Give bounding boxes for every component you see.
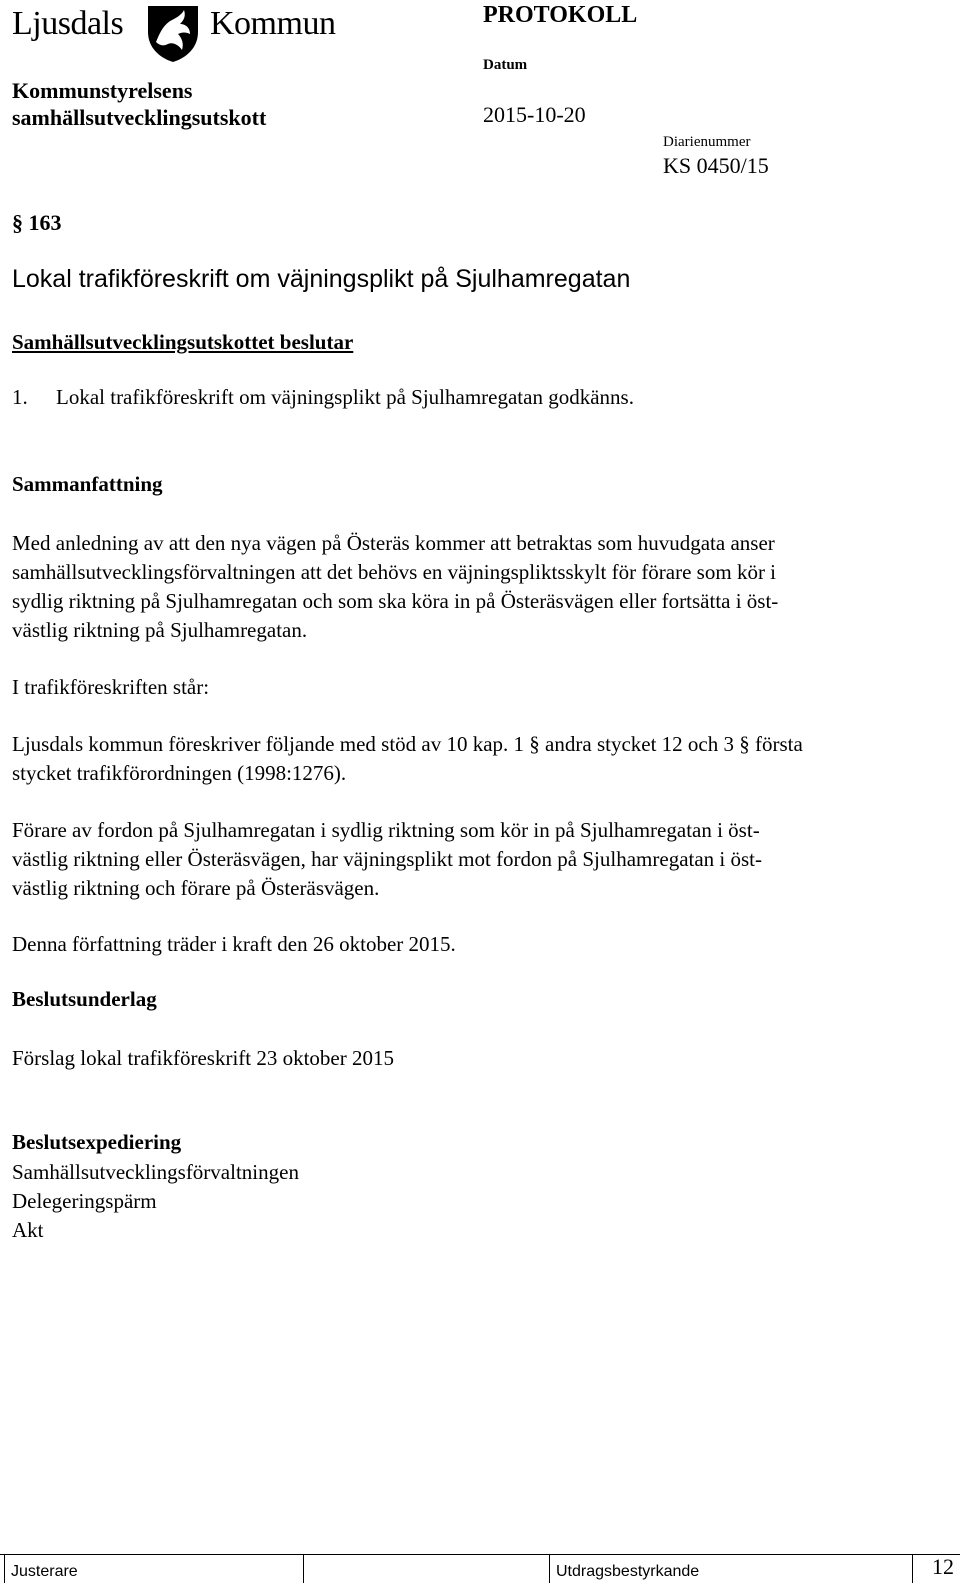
logo-word-left: Ljusdals [12,5,124,42]
coat-of-arms-icon [142,2,204,64]
date-label: Datum [483,57,528,73]
decision-heading: Samhällsutvecklingsutskottet beslutar [12,330,354,354]
summary-heading: Sammanfattning [12,472,163,496]
effective-date-paragraph: Denna författning träder i kraft den 26 oktober 2015. [12,932,456,956]
registration-label: Diarienummer [663,134,751,150]
certification-label: Utdragsbestyrkande [556,1563,700,1580]
adjuster-box [4,1555,304,1583]
document-type: PROTOKOLL [483,2,638,28]
decision-number: 1. [12,385,28,409]
organization-line-2: samhällsutvecklingsutskott [12,105,267,130]
list-item: Delegeringspärm [12,1189,157,1213]
decision-text: Lokal trafikföreskrift om väjningsplikt på Sjulhamregatan godkänns. [56,385,634,409]
summary-paragraph-1: Med anledning av att den nya vägen på Österäs kommer att betraktas som huvudgata anser samhällsutvecklingsförvaltningen att det behövs en väjningspliktsskylt för förare som kör i sydlig riktning på Sjulhamregatan och som ska köra in på Österäsvägen eller fortsätta i öst- västlig riktning på Sjulhamregatan. [12,531,779,642]
date-value: 2015-10-20 [483,102,586,127]
page-title: Lokal trafikföreskrift om väjningsplikt på Sjulhamregatan [12,265,631,293]
list-item: Akt [12,1218,44,1242]
municipality-logo [12,2,336,46]
paragraph-number: § 163 [12,210,62,235]
distribution-heading: Beslutsexpediering [12,1130,182,1154]
adjuster-label: Justerare [11,1563,78,1580]
regulation-paragraph-1: Ljusdals kommun föreskriver följande med stöd av 10 kap. 1 § andra stycket 12 och 3 § första stycket trafikförordningen (1998:1276). [12,732,803,785]
organization-line-1: Kommunstyrelsens [12,78,193,103]
decision-item [12,385,634,410]
logo-word-right: Kommun [210,5,336,42]
registration-number: KS 0450/15 [663,153,769,178]
certification-box [549,1555,913,1583]
summary-paragraph-2: I trafikföreskriften står: [12,675,210,699]
distribution-list [12,1158,957,1245]
regulation-paragraph-2: Förare av fordon på Sjulhamregatan i sydlig riktning som kör in på Sjulhamregatan i öst- västlig riktning eller Österäsvägen, har väjningsplikt mot fordon på Sjulhamregatan i öst- västlig riktning och förare på Österäsvägen. [12,818,763,900]
basis-heading: Beslutsunderlag [12,987,157,1011]
basis-text: Förslag lokal trafikföreskrift 23 oktober 2015 [12,1046,394,1070]
page-number: 12 [932,1554,954,1579]
page-footer [0,1554,960,1583]
list-item: Samhällsutvecklingsförvaltningen [12,1160,299,1184]
